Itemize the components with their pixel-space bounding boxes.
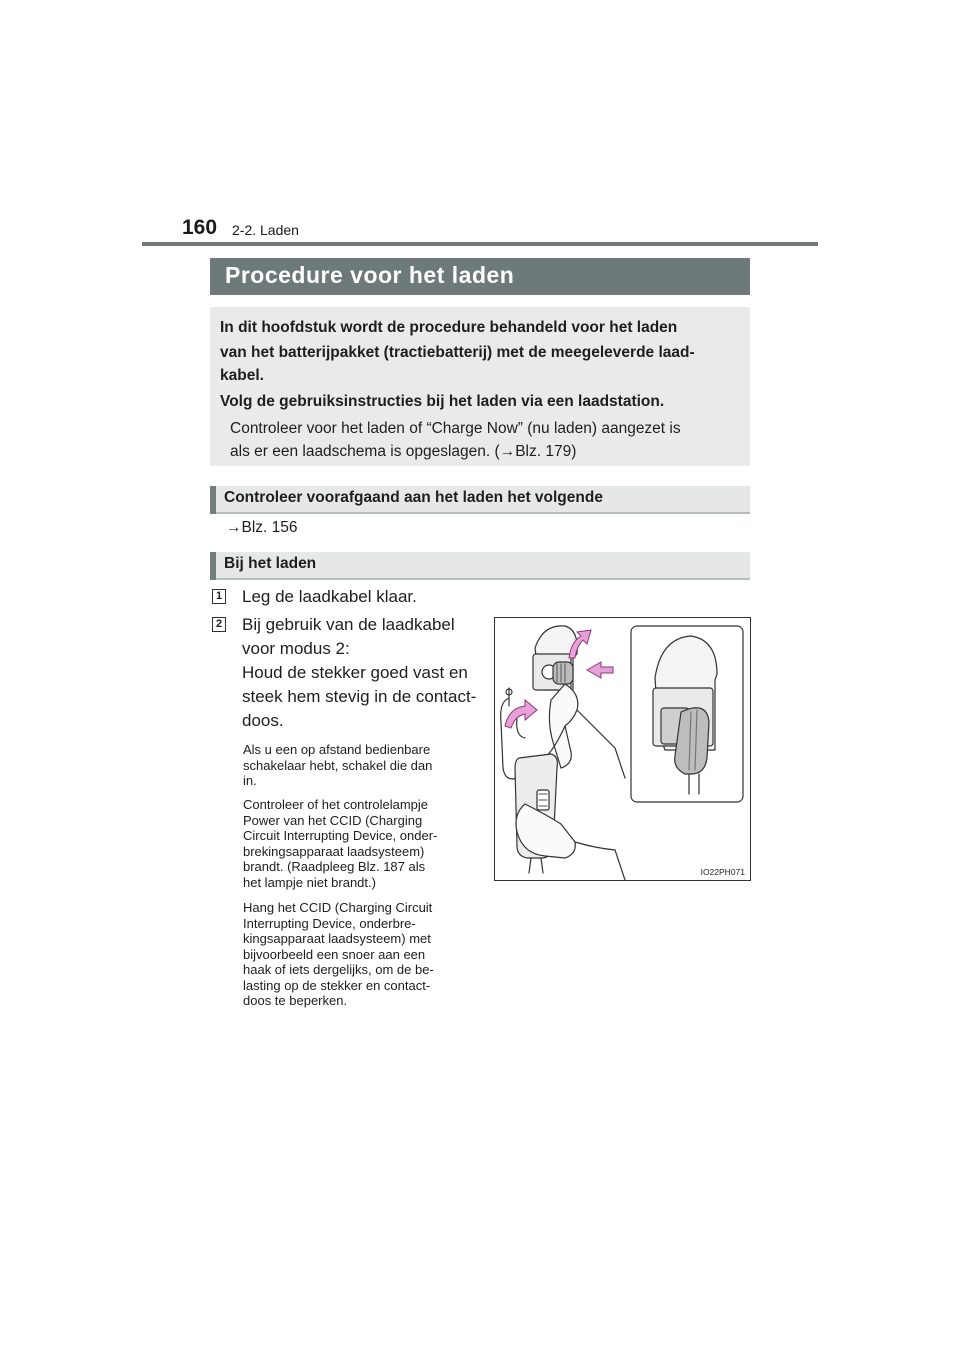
- figure-code: IO22PH071: [700, 867, 745, 877]
- chapter-title: 2-2. Laden: [232, 222, 299, 238]
- step-number-1: 1: [212, 589, 226, 604]
- charging-illustration: [494, 617, 751, 881]
- page-title: Procedure voor het laden: [225, 262, 515, 288]
- section-title-check: Controleer voorafgaand aan het laden het volgende: [224, 489, 603, 506]
- intro-note-line-2: als er een laadschema is opgeslagen. (→Blz. 179): [230, 443, 577, 460]
- note-power-lamp: Controleer of het controlelampje Power van het CCID (Charging Circuit Interrupting Device, onder- brekingsapparaat laadsysteem) brandt. (Raadpleeg Blz. 187 als het lampje niet brandt.): [243, 797, 438, 890]
- intro-line-3: kabel.: [220, 367, 264, 384]
- page-number: 160: [182, 216, 218, 239]
- note-hang-ccid: Hang het CCID (Charging Circuit Interrupting Device, onderbre- kingsapparaat laadsysteem) met bijvoorbeeld een snoer aan een haak of iets dergelijks, om de be- lasting op de stekker en contact- doos te beperken.: [243, 900, 434, 1008]
- section-header-charging: [210, 552, 750, 580]
- step-1-text: Leg de laadkabel klaar.: [242, 587, 417, 606]
- step-number-2: 2: [212, 617, 226, 632]
- step-2-line-4: steek hem stevig in de contact-: [242, 687, 477, 706]
- intro-line-1: In dit hoofdstuk wordt de procedure behandeld voor het laden: [220, 319, 678, 336]
- section-header-check: [210, 486, 750, 514]
- header-divider: [142, 242, 818, 246]
- step-2-line-1: Bij gebruik van de laadkabel: [242, 615, 455, 634]
- intro-line-2: van het batterijpakket (tractiebatterij) met de meegeleverde laad-: [220, 344, 695, 361]
- page-reference: →Blz. 156: [226, 519, 298, 536]
- step-2-line-2: voor modus 2:: [242, 639, 350, 658]
- step-2-line-5: doos.: [242, 711, 284, 730]
- section-title-charging: Bij het laden: [224, 555, 317, 572]
- intro-note-line-1: Controleer voor het laden of “Charge Now” (nu laden) aangezet is: [230, 420, 681, 437]
- intro-instruction: Volg de gebruiksinstructies bij het laden via een laadstation.: [220, 393, 665, 410]
- section-title-bar: [210, 258, 750, 295]
- intro-box: [210, 307, 750, 466]
- step-2-line-3: Houd de stekker goed vast en: [242, 663, 468, 682]
- note-remote-switch: Als u een op afstand bedienbare schakelaar hebt, schakel die dan in.: [243, 742, 433, 788]
- plug-in-illustration: [495, 618, 750, 880]
